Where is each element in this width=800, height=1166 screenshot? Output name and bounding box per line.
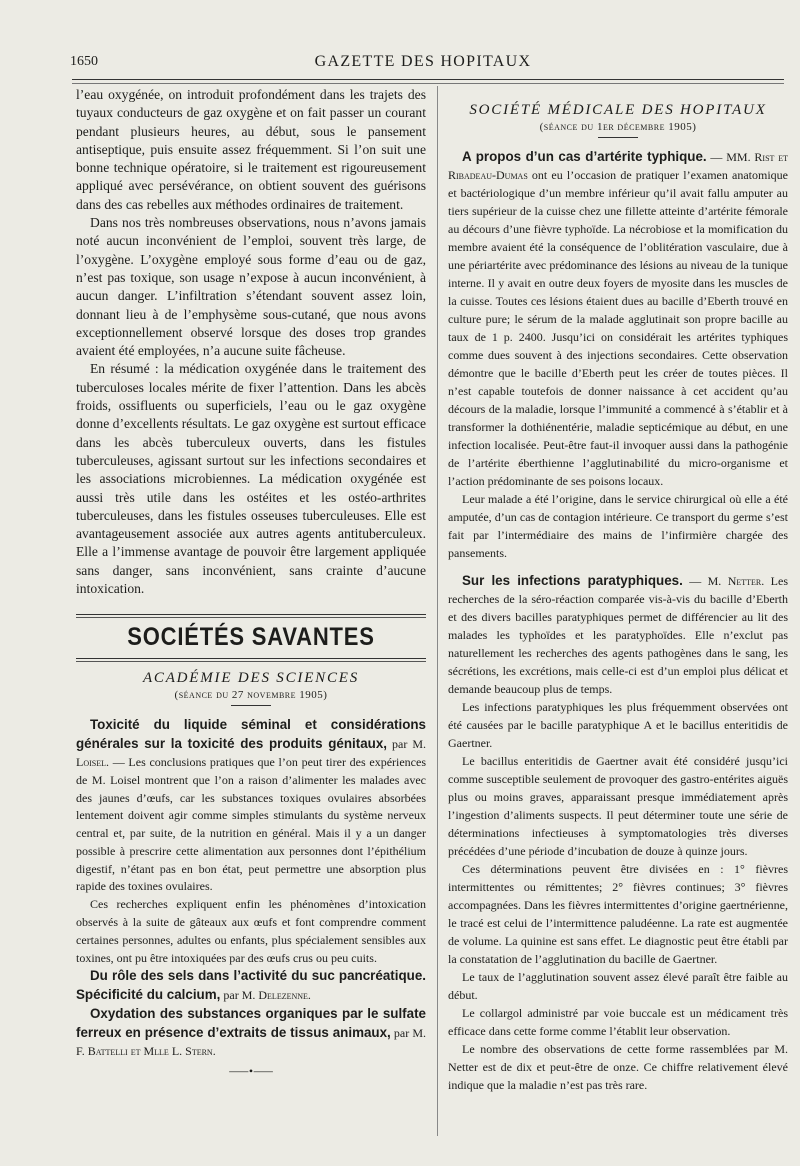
- author-name: Delezenne: [258, 988, 308, 1003]
- author-prefix: par M.: [387, 737, 426, 752]
- paragraph: En résumé : la médication oxygénée dans le traitement des tuberculoses locales mérite de fixer l’attention. Dans les abcès froids, ossifluents ou superficiels, l’eau ou le gaz oxygène donne d’excellents résultats. Le gaz oxygène est surtout efficace dans les abcès tuberculeux ouverts, dans les fistules tuberculeuses, agissant surtout sur les infections secondaires et les associations microbiennes. La médication oxygénée est aussi très utile dans les ostéites et les ostéo-arthrites tuberculeuses, dans les fistules osseuses tuberculeuses. Elle est avantageusement associée aux autres agents antituberculeux. Elle a l’immense avantage de pouvoir être largement appliquée sans danger, sans inconvénient, sans crainte d’aucune intoxication.: [76, 361, 426, 597]
- section-title: SOCIÉTÉS SAVANTES: [127, 622, 375, 652]
- society-title: SOCIÉTÉ MÉDICALE DES HOPITAUX: [469, 102, 767, 118]
- running-title: GAZETTE DES HOPITAUX: [314, 53, 532, 70]
- author-prefix: par M. F.: [76, 1025, 426, 1058]
- article-oxydation: [76, 1005, 426, 1060]
- article-arterite: [448, 148, 788, 490]
- paragraph: Ces recherches expliquent enfin les phénomènes d’intoxication observés à la suite de gâteaux aux œufs et font comprendre comment certaines personnes, adultes ou enfants, plus spécialement sensibles aux toxines, ont pu être intoxiquées par des œufs crus ou peu cuits.: [76, 897, 426, 965]
- paragraph: Dans nos très nombreuses observations, nous n’avons jamais noté aucun inconvénient de l’emploi, souvent très large, de l’oxygène. L’oxygène employé sous forme d’eau ou de gaz, n’est pas toxique, son usage n’expose à aucun inconvénient, à aucun danger. L’infiltration s’étendant souvent assez loin, donnant lieu à de l’emphysème sous-cutané, que nous avons exceptionnellement observé lorsque des doses trop grandes avaient été employées, n’a aucune suite fâcheuse.: [76, 215, 426, 359]
- paragraph: Leur malade a été l’origine, dans le service chirurgical où elle a été amputée, d’un cas de contagion intérieure. Ce transport du germe s’est fait par l’intermédiaire des mains de l’infirmière chargée des pansements.: [448, 492, 788, 560]
- author-name: — M. Netter.: [682, 574, 765, 588]
- article-text: Les recherches de la séro-réaction comparée vis-à-vis du bacille d’Eberth et des divers bacilles paratyphiques permet de différencier au lit des malades les typhoïdes et les paratyphoïdes. Elle n’exclut pas naturellement les recherches des agents pathogènes dans le sang, les sécrétions, les excrétions, mais celle-ci est d’un emploi plus délicat et demande beaucoup plus de temps.: [448, 574, 789, 696]
- paragraph: Les infections paratyphiques les plus fréquemment observées ont été causées par le bacille paratyphique A et le bacillus enteritidis de Gaertner.: [448, 700, 788, 750]
- short-rule: [231, 705, 271, 706]
- paragraph: Le bacillus enteritidis de Gaertner avait été considéré jusqu’ici comme susceptible seulement de provoquer des gastro-entérites aiguës plus ou moins graves, apparaissant presque immédiatement après l’ingestion d’aliments suspects. Il peut déterminer toute une série de déterminations infectieuses à symptomatologies très diverses précédées d’une période d’incubation de douze à quinze jours.: [448, 754, 788, 858]
- article-paratyphiques: [448, 572, 788, 698]
- article-toxicite: [76, 716, 426, 896]
- society-session: (séance du 1er décembre 1905): [539, 121, 697, 133]
- left-column: [76, 86, 426, 1079]
- paragraph: Le taux de l’agglutination souvent assez élevé paraît être faible au début.: [448, 970, 788, 1002]
- article-heading: Du rôle des sels dans l’activité du suc pancréatique. Spécificité du calcium,: [76, 968, 426, 1003]
- section-rule-bottom: [76, 658, 426, 662]
- author-name: Loisel: [76, 754, 106, 769]
- academy-session: (séance du 27 novembre 1905): [174, 689, 328, 702]
- header-rule: [72, 79, 784, 80]
- short-rule: [598, 137, 638, 138]
- page-number: 1650: [70, 54, 98, 69]
- article-heading: Oxydation des substances organiques par le sulfate ferreux en présence d’extraits de tissus animaux,: [76, 1006, 426, 1040]
- article-heading: Toxicité du liquide séminal et considérations générales sur la toxicité des produits génitaux,: [76, 717, 426, 752]
- column-divider: [437, 86, 438, 1136]
- article-heading: Sur les infections paratyphiques.: [462, 573, 683, 588]
- article-end: .: [307, 988, 311, 1003]
- header-rule-thin: [72, 83, 784, 84]
- right-column: [448, 86, 788, 1094]
- author-name: Battelli et Mlle L. Stern: [87, 1043, 213, 1058]
- ornament-divider: ⸺•⸺: [228, 1064, 274, 1079]
- author-names: — MM. Rist et Ribadeau-Dumas: [448, 150, 788, 182]
- author-prefix: par M.: [220, 988, 259, 1003]
- article-role: [76, 967, 426, 1005]
- article-heading: A propos d’un cas d’artérite typhique.: [462, 149, 707, 164]
- article-text: ont eu l’occasion de pratiquer l’examen anatomique et bactériologique d’un membre inférieur qu’il avait fallu amputer au tiers supérieur de la cuisse chez une fillette atteinte d’artérite fémorale au décours d’une fièvre typhoïde. La nécrobiose et la momification du membre avaient été la conséquence de l’oblitération vasculaire, due à une périartérite avec prédominance des lésions au niveau de la tunique interne. Il y avait en outre deux foyers de myosite dans les muscles de la cuisse. Toutes ces lésions étaient dues au bacille d’Eberth trouvé en culture pure; le sérum de la malade agglutinait son propre bacille au taux de 1 p. 2400. Jusqu’ici on considérait les artérites typhiques comme dues souvent à des injections secondaires. Cette observation démontre que le bacille d’Eberth peut les créer de toutes pièces. Il n’est capable toutefois de donner naissance à cet accident qu’au décours de la maladie, lorsque l’immunité a commencé à s’établir et à transformer la dothiénentérie, maladie septicémique au début, en une infection localisée. Peut-être faut-il invoquer aussi dans la pathogénie de l’artérite éberthienne l’agglutinabilité du micro-organisme et l’action prédominante de ses poisons locaux.: [448, 168, 788, 488]
- article-end: .: [212, 1043, 216, 1058]
- paragraph: Ces déterminations peuvent être divisées en : 1° fièvres intermittentes ou rémittentes; 2° fièvres continues; 3° fièvres accompagnées. Dans les fièvres intermittentes d’origine gaertnérienne, le tracé est celui de l’intermittence paludéenne. La rate est augmentée de volume. La quinine est sans effet. Le diagnostic peut être établi par la constatation de l’agglutination du bacille de Gaertner.: [448, 862, 788, 966]
- paragraph: Le nombre des observations de cette forme rassemblées par M. Netter est de dix et peut-être de onze. Ce chiffre relativement élevé indique que la maladie n’est pas très rare.: [448, 1042, 788, 1092]
- section-rule-top: [76, 614, 426, 618]
- paragraph: l’eau oxygénée, on introduit profondément dans les trajets des tuyaux conducteurs de gaz oxygène et on fait passer un courant pendant plusieurs heures, au début, sous le pansement antiseptique, puis ensuite assez fréquemment. Si l’on suit une bonne technique opératoire, si le traitement est rigoureusement appliqué avec persévérance, on obtient souvent des guérisons dans des cas rebelles aux méthodes ordinaires de traitement.: [76, 87, 426, 212]
- article-text: . — Les conclusions pratiques que l’on peut tirer des expériences de M. Loisel montrent que l’on a raison d’alimenter les malades avec des jaunes d’œufs, car les substances toxiques ovulaires absorbées lentement doivent agir comme simples stimulants du système nerveux central et, par suite, de la nutrition en général. Mais il y a un danger possible à prescrire cette alimentation aux personnes dont l’épithélium digestif, n’étant pas en bon état, peut permettre une absorption plus rapide des toxines ovulaires.: [76, 754, 426, 894]
- paragraph: Le collargol administré par voie buccale est un médicament très efficace dans cette forme comme l’établit leur observation.: [448, 1006, 788, 1038]
- page-header: [58, 50, 788, 76]
- academy-title: ACADÉMIE DES SCIENCES: [142, 670, 360, 687]
